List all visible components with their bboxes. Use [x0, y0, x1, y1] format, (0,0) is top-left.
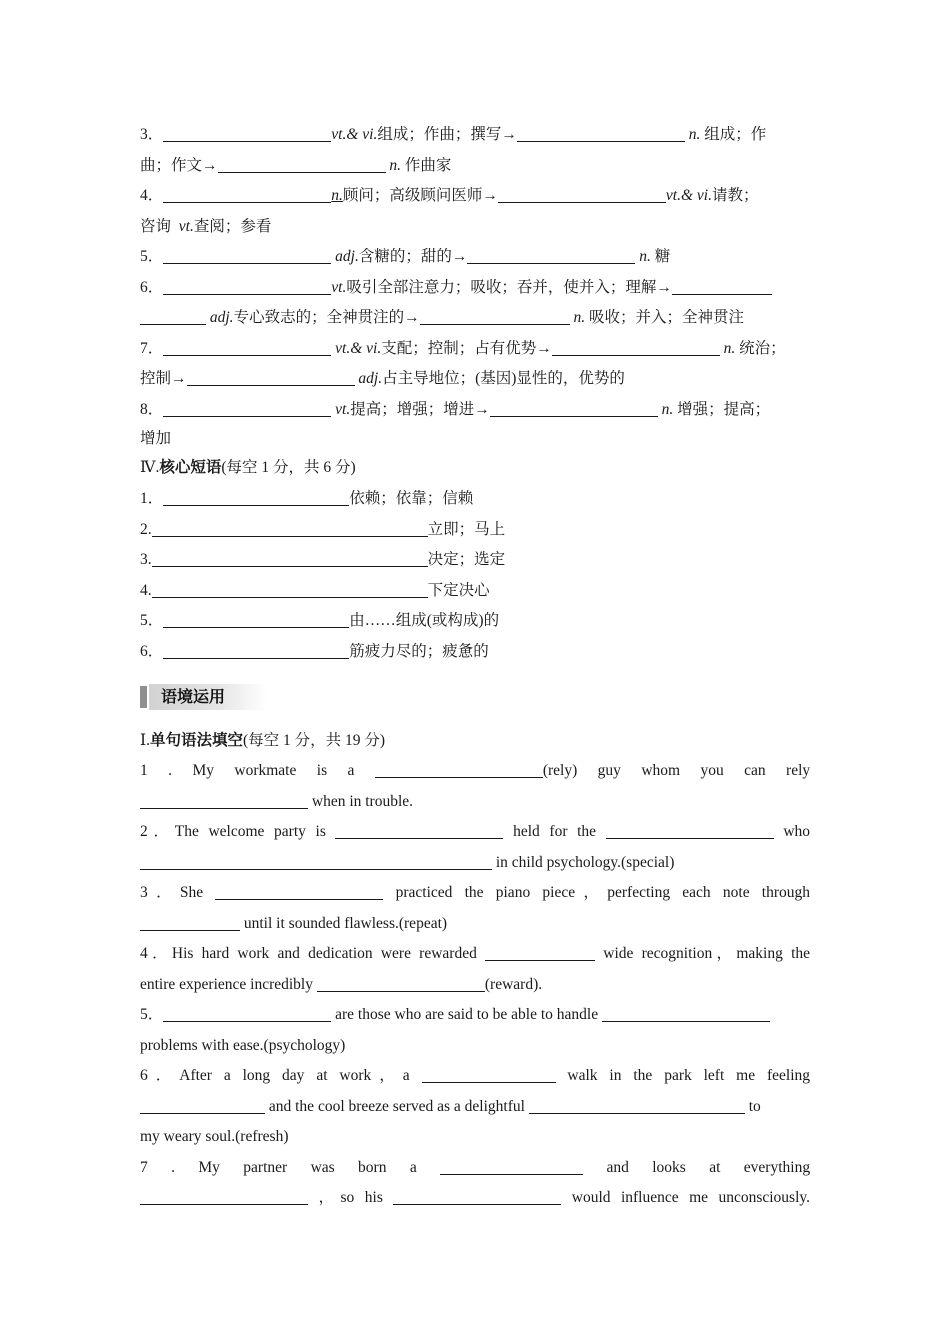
word: a — [409, 1158, 417, 1176]
vocab-item-7 — [140, 334, 810, 365]
heading-title: 核心短语 — [159, 459, 222, 476]
definition: 查阅；参看 — [193, 217, 272, 235]
item-number: 1． — [140, 490, 164, 507]
heading-note: (每空 1 分，共 6 分) — [221, 459, 356, 476]
sentence-4 — [140, 939, 810, 970]
word: My — [192, 762, 214, 779]
answer-blank[interactable] — [215, 881, 383, 900]
sentence-6-cont — [140, 1092, 810, 1123]
sentence-text: walk in the park left me feeling — [567, 1067, 811, 1084]
answer-blank[interactable] — [672, 276, 772, 295]
definition: 控制→ — [140, 370, 187, 387]
answer-blank[interactable] — [163, 184, 331, 203]
answer-blank[interactable] — [140, 306, 206, 325]
hint-word: (rely) — [542, 762, 578, 779]
answer-blank[interactable] — [140, 790, 308, 809]
part-of-speech: n. — [688, 126, 701, 143]
part-of-speech: adj. — [358, 370, 383, 387]
item-number: 7． — [140, 339, 164, 357]
word: My — [198, 1158, 220, 1176]
part-of-speech: adj. — [209, 309, 234, 326]
sentence-1 — [140, 756, 810, 787]
definition: 组成；作曲；撰写→ — [377, 126, 517, 143]
answer-blank[interactable] — [163, 123, 331, 142]
answer-blank[interactable] — [140, 1095, 265, 1114]
word: everything — [743, 1158, 811, 1176]
answer-blank[interactable] — [517, 123, 685, 142]
hint-word: (reward). — [484, 975, 543, 993]
word: . — [168, 762, 173, 779]
definition: 统治； — [739, 339, 786, 357]
item-number: 5． — [140, 1006, 164, 1023]
sentence-text: are those who are said to be able to handle — [331, 1006, 602, 1023]
part-of-speech: n. — [723, 339, 736, 357]
vocab-item-3-cont — [140, 151, 810, 182]
word: rely — [786, 762, 811, 779]
word: 7 — [140, 1158, 148, 1176]
part-of-speech: n. — [331, 187, 343, 204]
vocab-item-6 — [140, 273, 810, 304]
heading-number: Ⅳ. — [140, 459, 160, 476]
word: at — [709, 1158, 721, 1176]
definition: 增加 — [140, 430, 172, 447]
answer-blank[interactable] — [490, 398, 658, 417]
answer-blank[interactable] — [485, 942, 595, 961]
answer-blank[interactable] — [602, 1003, 770, 1022]
sentence-2-cont — [140, 848, 810, 879]
answer-blank[interactable] — [552, 337, 720, 356]
definition: 吸收；并入；全神贯注 — [588, 309, 744, 326]
answer-blank[interactable] — [163, 337, 331, 356]
sentence-2 — [140, 817, 810, 848]
phrase-item — [140, 576, 810, 607]
definition: 支配；控制；占有优势→ — [381, 339, 552, 357]
answer-blank[interactable] — [606, 820, 774, 839]
part-of-speech: vt. — [331, 278, 347, 296]
answer-blank[interactable] — [317, 973, 485, 992]
answer-blank[interactable] — [152, 579, 428, 598]
heading-note: (每空 1 分，共 19 分) — [243, 732, 386, 749]
part-of-speech: vt.& vi. — [331, 126, 378, 143]
blank-with-hint — [375, 762, 577, 779]
sentence-text: 4．His hard work and dedication were rewarded — [140, 945, 477, 962]
sentence-7 — [140, 1153, 810, 1184]
vocab-item-5 — [140, 242, 810, 273]
answer-blank[interactable] — [152, 518, 428, 537]
answer-blank[interactable] — [140, 1186, 308, 1205]
vocab-item-3 — [140, 120, 810, 151]
sentence-3-cont — [140, 909, 810, 940]
sentence-6-cont2 — [140, 1122, 810, 1153]
heading-title: 单句语法填空 — [150, 732, 244, 749]
answer-blank[interactable] — [420, 306, 570, 325]
sentence-7-cont — [140, 1183, 810, 1214]
answer-blank[interactable] — [163, 640, 349, 659]
item-number: 5． — [140, 612, 164, 629]
phrase-item — [140, 484, 810, 515]
vocab-item-7-cont — [140, 364, 810, 395]
item-number: 3． — [140, 126, 164, 143]
sentence-text: until it sounded flawless.(repeat) — [240, 914, 448, 932]
sentence-1-cont — [140, 787, 810, 818]
part-of-speech: n. — [573, 309, 586, 326]
definition: 组成；作 — [704, 126, 767, 143]
definition: 立即；马上 — [427, 520, 506, 538]
phrase-item — [140, 545, 810, 576]
vocabulary-section — [140, 120, 810, 667]
part-of-speech: vt. — [178, 217, 194, 235]
word: is — [316, 762, 328, 779]
definition: 曲；作文→ — [140, 156, 218, 174]
definition: 作曲家 — [404, 156, 452, 174]
sentence-text: 3．She — [140, 884, 204, 901]
heading-number: Ⅰ. — [140, 732, 150, 749]
part-of-speech: n. — [639, 248, 651, 265]
phrase-item — [140, 637, 810, 668]
definition: 咨询 — [140, 217, 172, 235]
answer-blank[interactable] — [163, 487, 349, 506]
word: was — [310, 1158, 335, 1176]
word: can — [744, 762, 766, 779]
item-number: 8． — [140, 400, 164, 418]
sentence-4-cont — [140, 970, 810, 1001]
answer-blank[interactable] — [393, 1186, 561, 1205]
definition: 依赖；依靠；信赖 — [349, 490, 474, 507]
item-number: 2. — [140, 520, 152, 538]
sentence-5-cont — [140, 1031, 810, 1062]
sentence-text: in child psychology.(special) — [492, 853, 675, 871]
definition: 含糖的；甜的→ — [358, 248, 468, 265]
phrase-item — [140, 606, 810, 637]
section-header-bar — [140, 686, 147, 708]
definition: 顾问；高级顾问医师→ — [342, 187, 498, 204]
answer-blank[interactable] — [163, 276, 331, 295]
part-of-speech: vt.& vi. — [335, 339, 382, 357]
grammar-heading — [140, 726, 810, 756]
answer-blank[interactable] — [440, 1156, 583, 1175]
part-of-speech: n. — [661, 400, 674, 418]
definition: 专心致志的；全神贯注的→ — [233, 309, 420, 326]
sentence-3 — [140, 878, 810, 909]
word: guy — [597, 762, 621, 779]
word: looks — [652, 1158, 686, 1176]
item-number: 5． — [140, 248, 164, 265]
item-number: 4． — [140, 187, 164, 204]
sentence-text: 2．The welcome party is — [140, 823, 326, 840]
sentence-text: ，so his — [318, 1189, 383, 1206]
item-number: 3. — [140, 551, 152, 568]
sentence-text: my weary soul.(refresh) — [140, 1128, 289, 1145]
sentence-text: and the cool breeze served as a delightful — [265, 1097, 529, 1115]
section-title: 语境运用 — [161, 687, 226, 706]
sentence-text: who — [783, 823, 811, 840]
item-number: 4. — [140, 581, 152, 599]
definition: 糖 — [654, 248, 671, 265]
sentence-text: to — [744, 1097, 761, 1115]
definition: 由……组成(或构成)的 — [349, 612, 500, 629]
word: you — [700, 762, 724, 779]
definition: 下定决心 — [427, 581, 490, 599]
definition: 请教； — [711, 187, 759, 204]
phrase-item — [140, 515, 810, 546]
word: a — [347, 762, 355, 779]
answer-blank[interactable] — [498, 184, 666, 203]
answer-blank[interactable] — [375, 759, 543, 778]
definition: 吸引全部注意力；吸收；吞并，使并入；理解→ — [346, 278, 672, 296]
answer-blank[interactable] — [163, 398, 331, 417]
word: 1 — [140, 762, 148, 779]
word: born — [358, 1158, 387, 1176]
answer-blank[interactable] — [163, 1003, 331, 1022]
vocab-item-6-cont — [140, 303, 810, 334]
word: . — [171, 1158, 175, 1176]
answer-blank[interactable] — [529, 1095, 745, 1114]
vocab-item-8-cont — [140, 425, 810, 453]
sentence-text: 6．After a long day at work，a — [140, 1067, 410, 1084]
part-of-speech: vt.& vi. — [665, 187, 712, 204]
sentence-text: when in trouble. — [308, 792, 414, 810]
answer-blank[interactable] — [467, 245, 635, 264]
word: partner — [243, 1158, 288, 1176]
answer-blank[interactable] — [152, 548, 428, 567]
answer-blank[interactable] — [140, 851, 492, 870]
vocab-item-8 — [140, 395, 810, 426]
definition: 增强；提高； — [677, 400, 771, 418]
sentence-text: entire experience incredibly — [140, 975, 317, 993]
answer-blank[interactable] — [422, 1064, 556, 1083]
item-number: 6． — [140, 278, 164, 296]
sentence-6 — [140, 1061, 810, 1092]
vocab-item-4-cont — [140, 212, 810, 243]
answer-blank[interactable] — [140, 912, 240, 931]
phrases-heading — [140, 453, 810, 484]
section-header — [140, 682, 268, 712]
item-number: 6． — [140, 642, 164, 660]
vocab-item-4 — [140, 181, 810, 212]
answer-blank[interactable] — [163, 609, 349, 628]
definition: 决定；选定 — [427, 551, 506, 568]
answer-blank[interactable] — [187, 367, 355, 386]
part-of-speech: adj. — [335, 248, 359, 265]
definition: 提高；增强；增进→ — [350, 400, 490, 418]
sentence-text: would influence me unconsciously. — [571, 1189, 811, 1206]
definition: 筋疲力尽的；疲惫的 — [349, 642, 489, 660]
answer-blank[interactable] — [218, 154, 386, 173]
sentence-text: problems with ease.(psychology) — [140, 1036, 346, 1054]
sentence-text: wide recognition，making the — [603, 945, 811, 962]
answer-blank[interactable] — [335, 820, 503, 839]
part-of-speech: vt. — [335, 400, 351, 418]
word: workmate — [234, 762, 297, 779]
part-of-speech: n. — [389, 156, 402, 174]
sentence-text: practiced the piano piece，perfecting each note through — [395, 884, 811, 901]
word: and — [606, 1158, 629, 1176]
sentence-5 — [140, 1000, 810, 1031]
grammar-section — [140, 726, 810, 1214]
definition: 占主导地位；(基因)显性的，优势的 — [382, 370, 625, 387]
word: whom — [641, 762, 681, 779]
sentence-text: held for the — [513, 823, 597, 840]
answer-blank[interactable] — [163, 245, 331, 264]
